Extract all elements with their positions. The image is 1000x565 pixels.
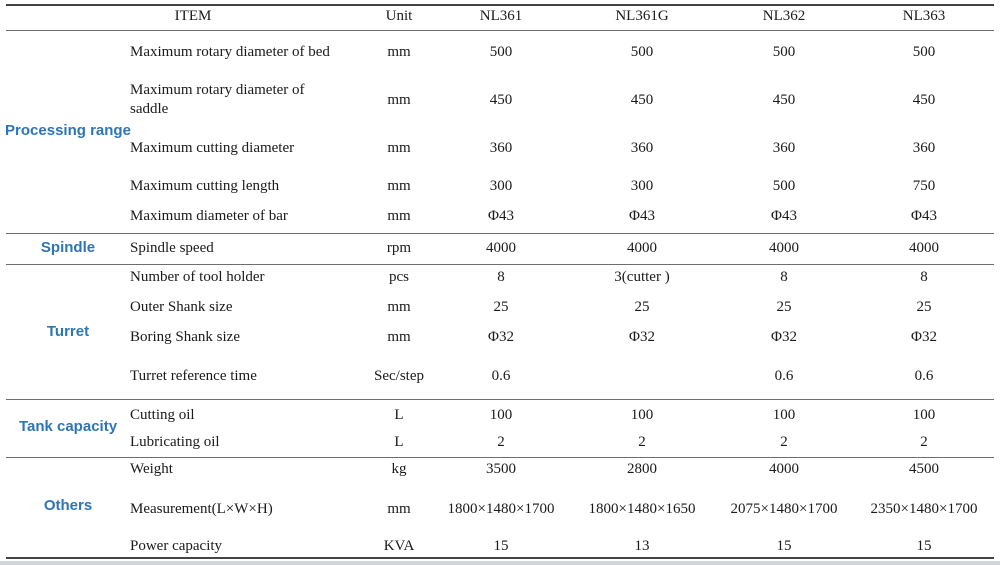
row-value-nl361: 25 <box>493 299 509 315</box>
row-value-nl361g: 13 <box>634 538 650 554</box>
row-item: Maximum cutting diameter <box>130 140 295 156</box>
row-value-nl361g: 450 <box>630 92 654 108</box>
row-unit: mm <box>387 501 411 517</box>
row-value-nl362: 15 <box>776 538 792 554</box>
header-unit: Unit <box>385 8 413 24</box>
row-item: Maximum diameter of bar <box>130 208 288 224</box>
row-value-nl363: Φ43 <box>911 208 937 224</box>
row-value-nl363: 500 <box>912 44 936 60</box>
category-tank-capacity: Tank capacity <box>18 418 118 435</box>
row-item: Turret reference time <box>130 368 257 384</box>
category-processing-range: Processing range <box>5 122 131 139</box>
row-unit: L <box>394 434 404 450</box>
header-item: ITEM <box>174 8 212 24</box>
row-item: Power capacity <box>130 538 223 554</box>
group-rule-others <box>6 457 994 458</box>
row-value-nl362: 360 <box>772 140 796 156</box>
row-item: Lubricating oil <box>130 434 220 450</box>
row-item: Maximum cutting length <box>130 178 280 194</box>
row-value-nl361: 500 <box>489 44 513 60</box>
row-value-nl362: 2075×1480×1700 <box>730 501 838 517</box>
row-value-nl361: 360 <box>489 140 513 156</box>
header-rule <box>6 30 994 31</box>
row-value-nl362: 450 <box>772 92 796 108</box>
row-unit: Sec/step <box>374 368 424 384</box>
row-value-nl361: 2 <box>497 434 505 450</box>
row-item: Boring Shank size <box>130 329 240 345</box>
row-value-nl361g: 2800 <box>627 461 657 477</box>
row-value-nl361: 4000 <box>486 240 516 256</box>
row-unit: rpm <box>386 240 412 256</box>
header-model-nl362: NL362 <box>762 8 806 24</box>
row-value-nl361: 3500 <box>486 461 516 477</box>
row-unit: KVA <box>383 538 415 554</box>
row-unit: L <box>394 407 404 423</box>
row-value-nl361: 100 <box>489 407 513 423</box>
group-rule-turret <box>6 264 994 265</box>
row-value-nl363: 4000 <box>909 240 939 256</box>
row-value-nl361: 0.6 <box>491 368 511 384</box>
row-value-nl362: Φ32 <box>771 329 797 345</box>
row-value-nl361: 300 <box>489 178 513 194</box>
row-item: Maximum rotary diameter of saddle <box>130 82 305 117</box>
row-value-nl363: 4500 <box>909 461 939 477</box>
row-unit: mm <box>387 44 411 60</box>
category-spindle: Spindle <box>40 239 96 256</box>
row-value-nl362: 500 <box>772 44 796 60</box>
row-value-nl361g: 3(cutter ) <box>614 269 670 285</box>
row-value-nl362: 4000 <box>769 461 799 477</box>
row-value-nl363: 2350×1480×1700 <box>870 501 978 517</box>
row-value-nl361g: 500 <box>630 44 654 60</box>
header-model-nl363: NL363 <box>902 8 946 24</box>
row-value-nl361: Φ32 <box>488 329 514 345</box>
row-item: Number of tool holder <box>130 269 265 285</box>
row-item: Weight <box>130 461 173 477</box>
row-value-nl361g: 1800×1480×1650 <box>588 501 696 517</box>
row-value-nl361g: Φ43 <box>629 208 655 224</box>
row-value-nl361g: Φ32 <box>629 329 655 345</box>
row-unit: mm <box>387 140 411 156</box>
row-value-nl362: Φ43 <box>771 208 797 224</box>
row-unit: mm <box>387 329 411 345</box>
row-item: Maximum rotary diameter of bed <box>130 44 330 60</box>
table-bottom-rule <box>6 557 994 559</box>
row-item: Outer Shank size <box>130 299 233 315</box>
row-value-nl362: 8 <box>780 269 788 285</box>
row-value-nl361: 1800×1480×1700 <box>447 501 555 517</box>
row-unit: mm <box>387 299 411 315</box>
row-unit: mm <box>387 208 411 224</box>
row-value-nl363: 450 <box>912 92 936 108</box>
row-value-nl361g: 360 <box>630 140 654 156</box>
group-rule-tank <box>6 399 994 400</box>
row-value-nl361g: 300 <box>630 178 654 194</box>
row-value-nl361: 8 <box>497 269 505 285</box>
row-item: Measurement(L×W×H) <box>130 501 273 517</box>
row-value-nl363: 8 <box>920 269 928 285</box>
row-value-nl361g: 2 <box>638 434 646 450</box>
row-value-nl363: 100 <box>912 407 936 423</box>
row-value-nl363: 25 <box>916 299 932 315</box>
row-value-nl363: Φ32 <box>911 329 937 345</box>
row-unit: mm <box>387 92 411 108</box>
row-item: Cutting oil <box>130 407 195 423</box>
row-value-nl363: 750 <box>912 178 936 194</box>
category-others: Others <box>43 497 93 514</box>
row-value-nl363: 2 <box>920 434 928 450</box>
page-bottom-strip <box>0 561 1000 565</box>
row-value-nl363: 15 <box>916 538 932 554</box>
row-value-nl361: 15 <box>493 538 509 554</box>
row-unit: kg <box>391 461 407 477</box>
row-value-nl362: 4000 <box>769 240 799 256</box>
row-value-nl361: 450 <box>489 92 513 108</box>
row-value-nl361: Φ43 <box>488 208 514 224</box>
table-top-rule <box>6 4 994 6</box>
row-value-nl361g: 100 <box>630 407 654 423</box>
row-value-nl362: 100 <box>772 407 796 423</box>
row-value-nl361g: 4000 <box>627 240 657 256</box>
row-value-nl362: 25 <box>776 299 792 315</box>
row-unit: pcs <box>389 269 409 285</box>
row-unit: mm <box>387 178 411 194</box>
row-value-nl362: 500 <box>772 178 796 194</box>
header-model-nl361g: NL361G <box>615 8 669 24</box>
category-turret: Turret <box>46 323 90 340</box>
row-value-nl362: 0.6 <box>774 368 794 384</box>
header-model-nl361: NL361 <box>479 8 523 24</box>
row-item: Spindle speed <box>130 240 214 256</box>
group-rule-spindle <box>6 233 994 234</box>
row-value-nl361g: 25 <box>634 299 650 315</box>
row-value-nl362: 2 <box>780 434 788 450</box>
row-value-nl363: 360 <box>912 140 936 156</box>
row-value-nl363: 0.6 <box>914 368 934 384</box>
